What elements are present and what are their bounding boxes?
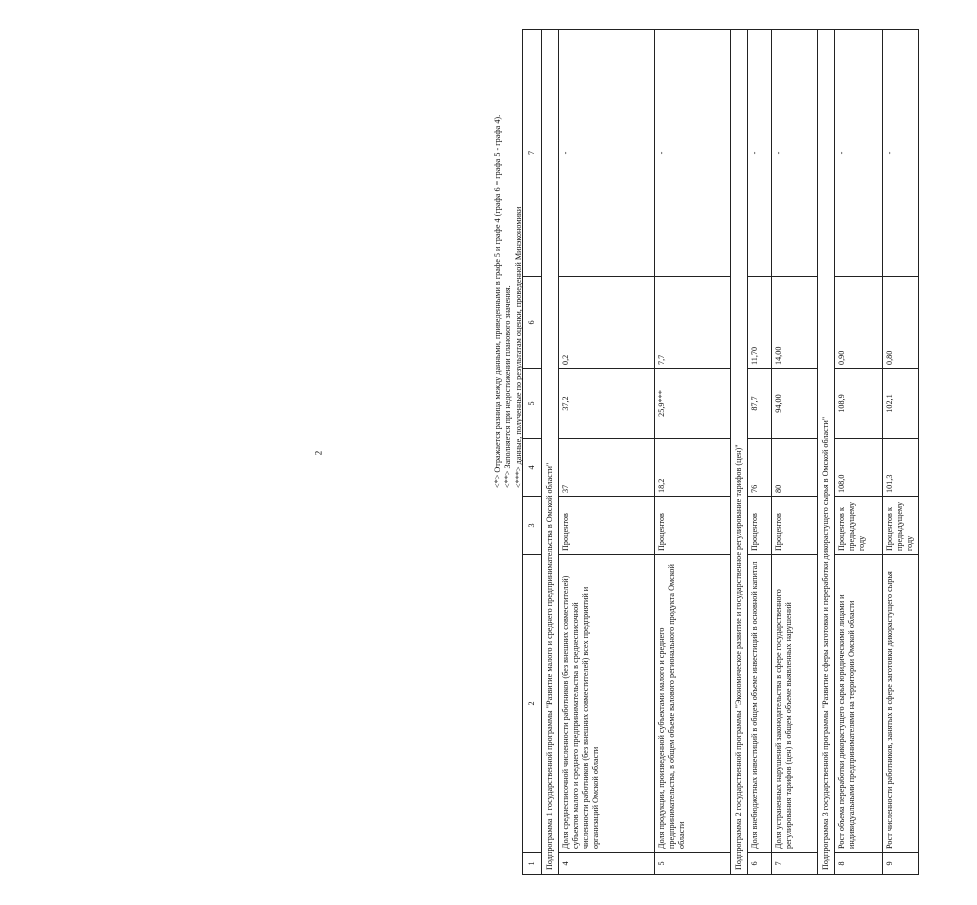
fact-value: 37,2	[559, 369, 655, 439]
unit: Процентов	[655, 497, 731, 555]
col-header-3: 3	[523, 497, 542, 555]
indicators-table	[522, 29, 919, 875]
table-row	[883, 30, 919, 875]
note: -	[835, 30, 883, 277]
note: -	[655, 30, 731, 277]
plan-value: 37	[559, 439, 655, 497]
subprogram-row	[818, 30, 835, 875]
fact-value: 102,1	[883, 369, 919, 439]
difference-value: 7,7	[655, 277, 731, 369]
indicator-name: Доля внебюджетных инвестиций в общем объеме инвестиций в основной капитал	[748, 555, 772, 853]
fact-value: 87,7	[748, 369, 772, 439]
footnote: <***> данные, полученные по результатам оценки, проведенной Минэкономики	[513, 206, 523, 488]
row-number: 8	[835, 853, 883, 875]
footnote: <*> Отражается разница между данными, приведенными в графе 5 и графе 4 (графа 6 = графа 5 - графа 4).	[493, 114, 502, 488]
plan-value: 108,0	[835, 439, 883, 497]
table-row	[655, 30, 731, 875]
difference-value: 0,2	[559, 277, 655, 369]
difference-value: 14,00	[772, 277, 818, 369]
page-number: 2	[313, 450, 324, 456]
footnotes	[493, 88, 533, 488]
subprogram-row	[731, 30, 748, 875]
table-row	[559, 30, 655, 875]
subprogram-title: Подпрограмма 3 государственной программы "Развитие сферы заготовки и переработки дикорастущего сырья в Омской области"	[818, 30, 835, 875]
row-number: 7	[772, 853, 818, 875]
unit: Процентов	[559, 497, 655, 555]
note: -	[772, 30, 818, 277]
fact-value: 25,9***	[655, 369, 731, 439]
table-row	[748, 30, 772, 875]
col-header-4: 4	[523, 439, 542, 497]
unit: Процентов	[748, 497, 772, 555]
rotated-table-container	[522, 30, 977, 875]
plan-value: 101,3	[883, 439, 919, 497]
row-number: 5	[655, 853, 731, 875]
difference-value: 0,80	[883, 277, 919, 369]
unit: Процентов	[772, 497, 818, 555]
col-header-6: 6	[523, 277, 542, 369]
col-header-7: 7	[523, 30, 542, 277]
plan-value: 80	[772, 439, 818, 497]
indicator-name: Доля продукции, произведенной субъектами малого и среднего предпринимательства, в общем объеме валового регионального продукта Омской области	[655, 555, 731, 853]
note: -	[883, 30, 919, 277]
subprogram-row	[542, 30, 559, 875]
difference-value: 11,70	[748, 277, 772, 369]
plan-value: 18,2	[655, 439, 731, 497]
row-number: 9	[883, 853, 919, 875]
note: -	[748, 30, 772, 277]
indicator-name: Доля среднесписочной численности работников (без внешних совместителей) субъектов малого и среднего предпринимательства в среднесписочной численности работников (без внешних совместителей) всех предприятий и организаций Омской области	[559, 555, 655, 853]
row-number: 4	[559, 853, 655, 875]
indicator-name: Рост объема переработки дикорастущего сырья юридическими лицами и индивидуальными предпринимателями на территории Омской области	[835, 555, 883, 853]
note: -	[559, 30, 655, 277]
col-header-2: 2	[523, 555, 542, 853]
difference-value: 0,90	[835, 277, 883, 369]
subprogram-title: Подпрограмма 2 государственной программы "Экономическое развитие и государственное регулирование тарифов (цен)"	[731, 30, 748, 875]
table-row	[835, 30, 883, 875]
col-header-5: 5	[523, 369, 542, 439]
fact-value: 108,9	[835, 369, 883, 439]
plan-value: 76	[748, 439, 772, 497]
footnote: <**> Заполняется при недостижении планового значения.	[503, 285, 513, 488]
row-number: 6	[748, 853, 772, 875]
table-row	[772, 30, 818, 875]
col-header-1: 1	[523, 853, 542, 875]
unit: Процентов к предыдущему году	[883, 497, 919, 555]
unit: Процентов к предыдущему году	[835, 497, 883, 555]
indicator-name: Рост численности работников, занятых в сфере заготовки дикорастущего сырья	[883, 555, 919, 853]
subprogram-title: Подпрограмма 1 государственной программы "Развитие малого и среднего предпринимательства в Омской области"	[542, 30, 559, 875]
fact-value: 94,00	[772, 369, 818, 439]
indicator-name: Доля устраненных нарушений законодательства в сфере государственного регулирования тарифов (цен) в общем объеме выявленных нарушений	[772, 555, 818, 853]
